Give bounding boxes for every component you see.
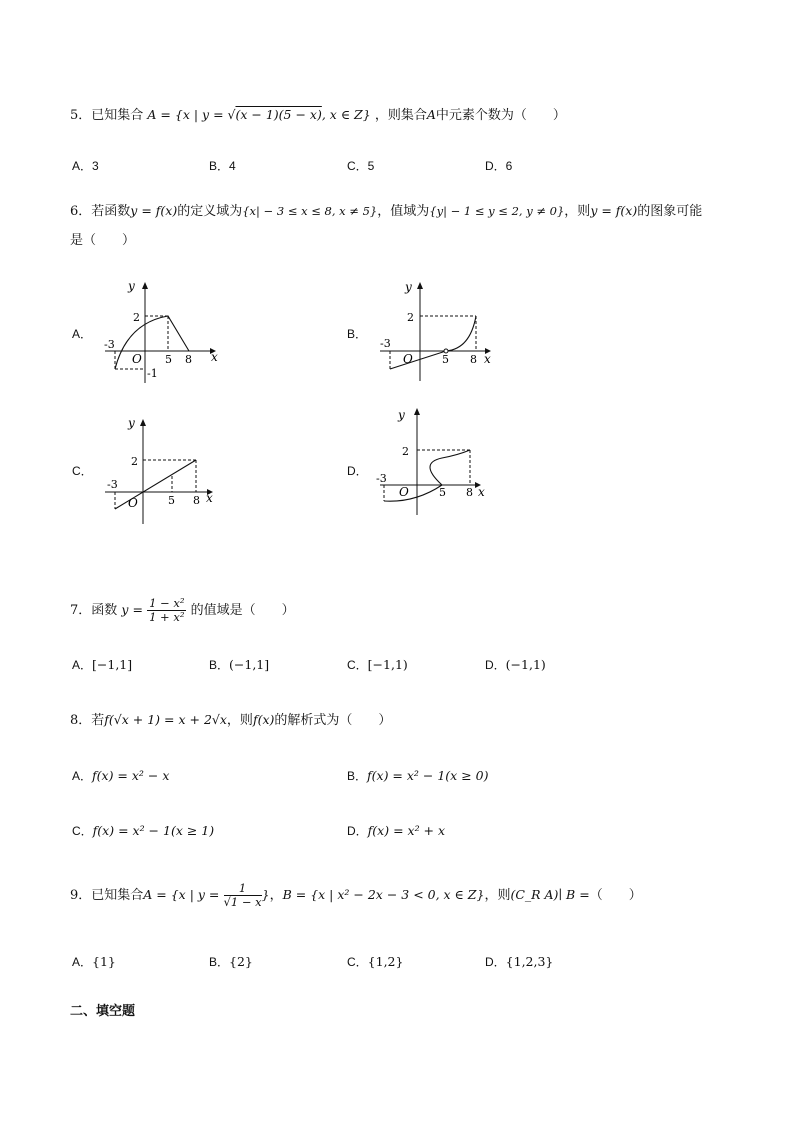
option-letter: A． (72, 658, 93, 672)
tick-label: 5 (165, 353, 172, 366)
q7-option-b[interactable] (209, 657, 269, 674)
q6-function: y = f(x) (130, 203, 178, 218)
option-text: (−1,1) (505, 657, 546, 672)
tick-label: -3 (107, 478, 118, 491)
q9-mid: ，则 (484, 888, 511, 903)
q5-option-b[interactable] (209, 158, 236, 174)
q8-option-b[interactable] (347, 768, 488, 785)
q5-set-rhs: , x ∈ Z} (321, 107, 371, 122)
y-label: y (128, 279, 135, 293)
q9-option-b[interactable] (209, 954, 253, 971)
y-label: y (405, 280, 412, 294)
q7-y: y = (121, 602, 143, 617)
curve (384, 450, 470, 501)
option-letter: A． (72, 769, 93, 783)
q9-set-b: B = {x | x² − 2x − 3 < 0, x ∈ Z} (282, 887, 485, 902)
q9-separator: ， (269, 888, 283, 903)
q7-option-a[interactable] (72, 657, 132, 674)
x-label: x (484, 352, 491, 366)
q5-option-d[interactable] (485, 158, 512, 174)
section-heading: 二、填空题 (70, 1004, 136, 1019)
q9-expression: (C_R A)∣ B = (510, 887, 590, 902)
q5-stem (70, 107, 566, 124)
q9-denominator: √1 − x (223, 895, 262, 909)
option-letter: A． (72, 159, 93, 173)
q9-option-d[interactable] (485, 954, 553, 971)
option-text: {2} (229, 954, 253, 969)
q5-end: 中元素个数为（ ） (435, 108, 566, 123)
q9-fraction (224, 882, 262, 909)
q6-graph-d[interactable] (370, 405, 500, 520)
y-axis-arrow (142, 282, 148, 289)
q6-graph-b[interactable] (370, 275, 500, 385)
q6-p1: 6．若函数 (70, 204, 131, 219)
q7-numerator: 1 − x² (149, 596, 185, 610)
q6-option-c-letter[interactable]: C． (72, 464, 93, 478)
origin-label: O (128, 496, 138, 510)
q6-p5: 的图象可能 (637, 204, 703, 219)
q6-function-2: y = f(x) (590, 203, 638, 218)
q9-post: （ ） (589, 888, 642, 903)
y-label: y (128, 416, 135, 430)
q9-numerator: 1 (224, 882, 262, 896)
tick-label: 8 (466, 486, 473, 499)
option-text: f(x) = x² − x (92, 768, 170, 783)
y-axis-arrow (140, 419, 146, 426)
option-letter: B． (209, 955, 230, 969)
y-axis-arrow (417, 282, 423, 289)
q5-post: ，则集合 (374, 108, 427, 123)
curve (115, 316, 189, 369)
q5-prefix: 5．已知集合 (70, 108, 144, 123)
tick-label: 2 (402, 445, 409, 458)
q9-option-a[interactable] (72, 954, 116, 971)
option-letter: D． (347, 824, 368, 838)
origin-label: O (399, 485, 409, 499)
option-text: [−1,1) (367, 657, 408, 672)
q8-option-c[interactable] (72, 823, 214, 840)
tick-label: 2 (407, 311, 414, 324)
option-text: f(x) = x² − 1(x ≥ 0) (367, 768, 489, 783)
origin-label: O (403, 352, 413, 366)
q5-set-lhs: A = {x | y = (147, 107, 228, 122)
q8-mid: ，则 (226, 713, 253, 728)
q9-set-a-lhs: A = {x | y = (143, 887, 220, 902)
q7-prefix: 7．函数 (70, 603, 118, 618)
x-label: x (206, 491, 213, 505)
option-text: 6 (505, 159, 513, 173)
tick-label: -3 (380, 337, 391, 350)
q9-set-a-rhs: } (261, 887, 270, 902)
y-label: y (398, 408, 405, 422)
option-text: 5 (367, 159, 375, 173)
option-text: {1} (92, 954, 116, 969)
option-text: 4 (229, 159, 236, 173)
option-letter: B． (209, 159, 230, 173)
q5-option-a[interactable] (72, 158, 99, 174)
origin-label: O (132, 352, 142, 366)
q8-option-a[interactable] (72, 768, 169, 785)
q7-option-c[interactable] (347, 657, 408, 674)
x-label: x (211, 350, 218, 364)
q8-fx: f(x) (252, 712, 275, 727)
option-text: f(x) = x² + x (367, 823, 446, 838)
q5-option-c[interactable] (347, 158, 374, 174)
q7-stem (70, 596, 295, 625)
q7-option-d[interactable] (485, 657, 546, 674)
q7-fraction (147, 597, 186, 624)
q9-prefix: 9．已知集合 (70, 888, 144, 903)
q5-radical: √(x − 1)(5 − x) (227, 107, 322, 122)
option-letter: C． (72, 824, 93, 838)
tick-label: 2 (133, 311, 140, 324)
tick-label: 8 (193, 494, 200, 507)
q6-stem-line1 (70, 203, 702, 220)
option-text: 3 (92, 159, 99, 173)
tick-label: -3 (376, 472, 387, 485)
q9-stem (70, 880, 642, 911)
q7-post: 的值域是（ ） (190, 603, 295, 618)
q6-option-d-letter[interactable]: D． (347, 464, 368, 478)
q6-option-a-letter[interactable]: A． (72, 327, 93, 341)
option-letter: D． (485, 955, 506, 969)
option-letter: C． (347, 159, 368, 173)
q9-option-c[interactable] (347, 954, 403, 971)
tick-label: 2 (131, 455, 138, 468)
tick-label: -1 (147, 367, 158, 380)
option-letter: D． (485, 658, 506, 672)
q6-p2: 的定义域为 (177, 204, 243, 219)
option-text: (−1,1] (229, 657, 270, 672)
option-letter: C． (347, 658, 368, 672)
q7-denominator: 1 + x² (149, 610, 185, 624)
option-text: [−1,1] (92, 657, 133, 672)
option-letter: C． (347, 955, 368, 969)
option-letter: D． (485, 159, 506, 173)
x-label: x (478, 485, 485, 499)
q6-option-b-letter[interactable]: B． (347, 327, 368, 341)
option-text: {1,2,3} (505, 954, 554, 969)
q5-set-name: A (426, 107, 436, 122)
q6-graph-a[interactable] (95, 275, 225, 385)
q8-option-d[interactable] (347, 823, 445, 840)
tick-label: 8 (185, 353, 192, 366)
y-axis-arrow (414, 408, 420, 415)
q6-stem-line2 (70, 233, 135, 249)
q8-post: 的解析式为（ ） (274, 713, 392, 728)
option-letter: B． (347, 769, 368, 783)
option-letter: B． (209, 658, 230, 672)
tick-label: 5 (439, 486, 446, 499)
q5-radicand: (x − 1)(5 − x) (235, 107, 322, 122)
tick-label: 5 (442, 353, 449, 366)
q6-graph-c[interactable] (95, 412, 225, 527)
q8-prefix: 8．若 (70, 713, 105, 728)
q6-line2: 是（ ） (70, 233, 136, 248)
option-text: f(x) = x² − 1(x ≥ 1) (92, 823, 215, 838)
option-text: {1,2} (367, 954, 404, 969)
q8-expression: f(√x + 1) = x + 2√x (104, 712, 227, 727)
tick-label: 8 (470, 353, 477, 366)
q6-p3: ，值域为 (377, 204, 430, 219)
q8-stem (70, 712, 391, 729)
option-letter: A． (72, 955, 93, 969)
q6-range: {y| − 1 ≤ y ≤ 2, y ≠ 0} (429, 204, 565, 218)
tick-label: 5 (168, 494, 175, 507)
q6-domain: {x| − 3 ≤ x ≤ 8, x ≠ 5} (242, 204, 378, 218)
tick-label: -3 (104, 338, 115, 351)
q6-p4: ，则 (564, 204, 591, 219)
